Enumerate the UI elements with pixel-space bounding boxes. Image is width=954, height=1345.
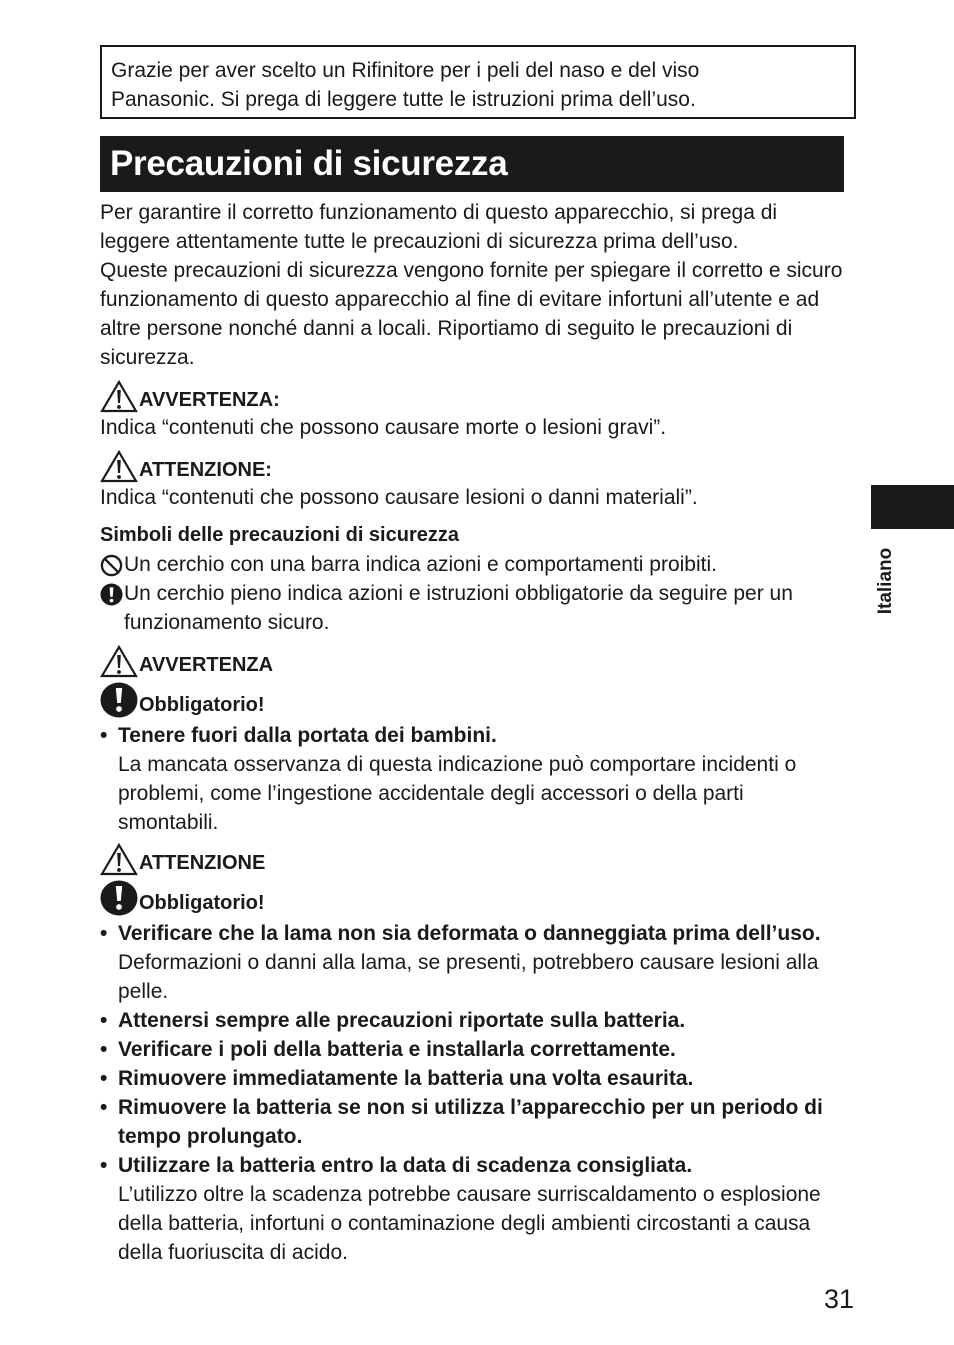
mandatory-exclamation-icon — [100, 880, 138, 916]
symbols-heading: Simboli delle precauzioni di sicurezza — [100, 524, 459, 546]
mandatory-exclamation-icon — [100, 682, 138, 718]
caution-item-title: Rimuovere immediatamente la batteria una volta esaurita. — [118, 1067, 694, 1090]
symbol-prohibited-row — [100, 550, 848, 579]
caution-items-list — [100, 919, 848, 1267]
warning-section-label: AVVERTENZA — [139, 654, 274, 676]
caution-section-label: ATTENZIONE — [139, 852, 266, 874]
legend-warning-label: AVVERTENZA: — [139, 389, 280, 411]
caution-item-title: Verificare i poli della batteria e installarla correttamente. — [118, 1038, 676, 1061]
warning-triangle-icon — [100, 380, 138, 413]
warning-triangle-icon — [100, 450, 138, 483]
symbol-mandatory-text: Un cerchio pieno indica azioni e istruzioni obbligatorie da seguire per un funzionamento sicuro. — [124, 582, 793, 634]
caution-item-title: Attenersi sempre alle precauzioni riportate sulla batteria. — [118, 1009, 686, 1032]
legend-caution-desc: Indica “contenuti che possono causare lesioni o danni materiali”. — [100, 486, 698, 509]
legend-caution-row — [100, 450, 848, 483]
caution-item-text: L’utilizzo oltre la scadenza potrebbe causare surriscaldamento o esplosione della batteria, infortuni o contaminazione degli ambienti circostanti a causa della fuoriuscita di acido. — [118, 1183, 821, 1264]
list-item: • Rimuovere la batteria se non si utilizza l’apparecchio per un periodo di tempo prolungato. — [100, 1093, 848, 1151]
legend-warning-row — [100, 380, 848, 413]
caution-item-text: Deformazioni o danni alla lama, se presenti, potrebbero causare lesioni alla pelle. — [118, 951, 819, 1003]
section-title: Precauzioni di sicurezza — [110, 144, 508, 183]
content — [100, 198, 848, 1267]
warning-triangle-icon — [100, 843, 138, 876]
language-tab — [871, 485, 954, 529]
language-label-wrap — [871, 536, 901, 626]
warning-item-text: La mancata osservanza di questa indicazione può comportare incidenti o problemi, come l’ingestione accidentale degli accessori o della parti smontabili. — [118, 753, 797, 834]
symbol-prohibited-text: Un cerchio con una barra indica azioni e comportamenti proibiti. — [124, 553, 717, 576]
warning-item-title: Tenere fuori dalla portata dei bambini. — [118, 724, 497, 747]
list-item: • Verificare i poli della batteria e installarla correttamente. — [100, 1035, 848, 1064]
list-item: • Utilizzare la batteria entro la data di scadenza consigliata. L’utilizzo oltre la scadenza potrebbe causare surriscaldamento o esplosione della batteria, infortuni o contaminazione degli ambienti circostanti a causa della fuoriuscita di acido. — [100, 1151, 848, 1267]
legend-warning-desc: Indica “contenuti che possono causare morte o lesioni gravi”. — [100, 416, 667, 439]
caution-item-title: Rimuovere la batteria se non si utilizza l’apparecchio per un periodo di tempo prolungato. — [118, 1096, 823, 1148]
caution-mandatory-label: Obbligatorio! — [139, 892, 265, 914]
warning-items-list — [100, 721, 848, 837]
caution-item-title: Verificare che la lama non sia deformata o danneggiata prima dell’uso. — [118, 922, 821, 945]
intro-line-1: Grazie per aver scelto un Rifinitore per i peli del naso e del viso — [111, 59, 700, 82]
prohibited-circle-icon — [100, 554, 123, 577]
body-paragraph-1: Per garantire il corretto funzionamento di questo apparecchio, si prega di leggere attentamente tutte le precauzioni di sicurezza prima dell’uso. — [100, 201, 778, 253]
warning-mandatory-label: Obbligatorio! — [139, 694, 265, 716]
legend-caution-label: ATTENZIONE: — [139, 459, 272, 481]
list-item: • Rimuovere immediatamente la batteria una volta esaurita. — [100, 1064, 848, 1093]
caution-section-header — [100, 843, 848, 876]
section-title-bar — [100, 136, 844, 192]
warning-section-header — [100, 645, 848, 678]
page-number: 31 — [823, 1284, 854, 1314]
list-item: • Tenere fuori dalla portata dei bambini. La mancata osservanza di questa indicazione può comportare incidenti o problemi, come l’ingestione accidentale degli accessori o della parti smontabili. — [100, 721, 848, 837]
symbol-mandatory-row — [100, 579, 848, 637]
language-label: Italiano — [875, 547, 896, 615]
list-item: • Verificare che la lama non sia deformata o danneggiata prima dell’uso. Deformazioni o danni alla lama, se presenti, potrebbero causare lesioni alla pelle. — [100, 919, 848, 1006]
caution-mandatory-row — [100, 880, 848, 916]
caution-item-title: Utilizzare la batteria entro la data di scadenza consigliata. — [118, 1154, 693, 1177]
intro-line-2: Panasonic. Si prega di leggere tutte le istruzioni prima dell’uso. — [111, 88, 696, 111]
body-paragraph-2: Queste precauzioni di sicurezza vengono fornite per spiegare il corretto e sicuro funzionamento di questo apparecchio al fine di evitare infortuni all’utente e ad altre persone nonché danni a locali. Riportiamo di seguito le precauzioni di sicurezza. — [100, 259, 843, 369]
warning-triangle-icon — [100, 645, 138, 678]
mandatory-exclamation-icon — [100, 583, 123, 606]
list-item: • Attenersi sempre alle precauzioni riportate sulla batteria. — [100, 1006, 848, 1035]
warning-mandatory-row — [100, 682, 848, 718]
intro-box — [100, 45, 856, 119]
